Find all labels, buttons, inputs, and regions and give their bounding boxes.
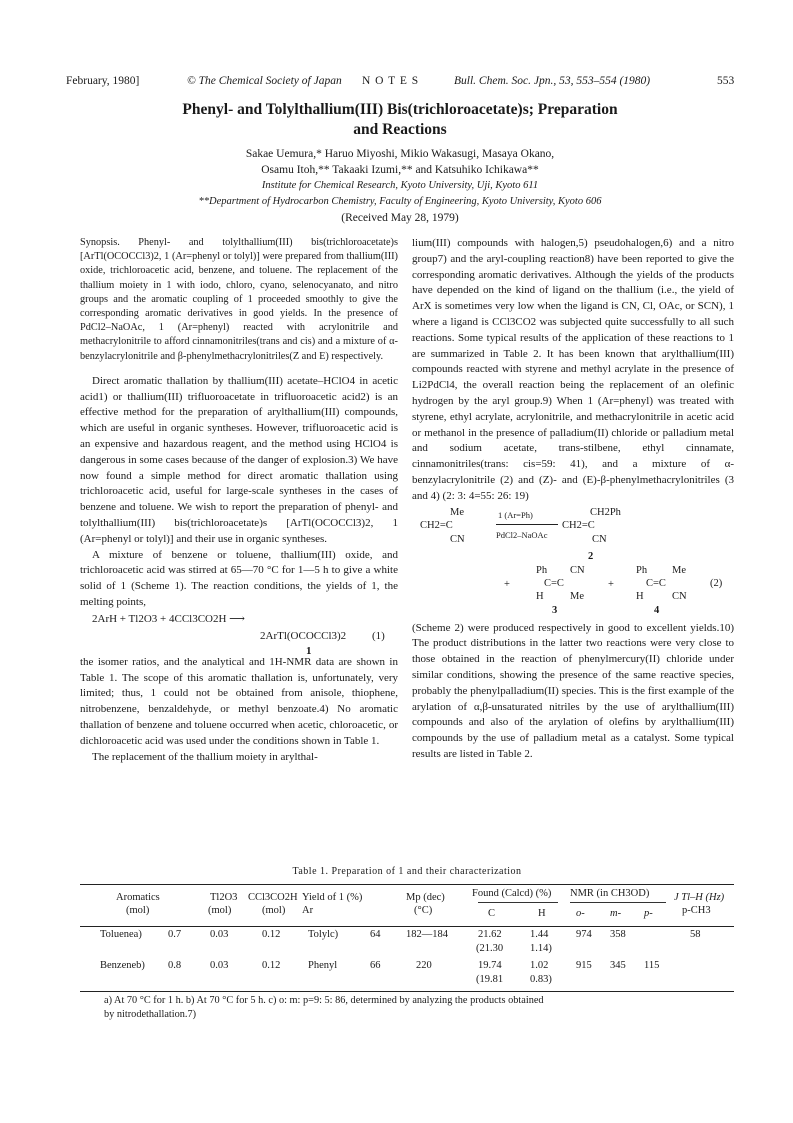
- table-row: [80, 960, 734, 990]
- th-j-pch3: p-CH3: [682, 905, 711, 916]
- equation-1-left: 2ArH + Tl2O3 + 4CCl3CO2H ⟶: [92, 612, 245, 625]
- received-date: (Received May 28, 1979): [341, 212, 459, 224]
- paragraph-results: the isomer ratios, and the analytical and 1H-NMR data are shown in Table 1. The scope of this aromatic thallation is, unfortunately, very limited; thus, 1 could not be obtained from anisole, thiophene, nitrobenzene, benzaldehyde, or methyl benzoate.4) No aromatic thallation of benzene and toluene occurred when acetic, chloroacetic, or dichloroacetic acid was used under the conditions shown in Table 1.: [80, 655, 398, 747]
- paragraph-intro: Direct aromatic thallation by thallium(III) acetate–HClO4 in acetic acid1) or thallium(III) trifluoroacetate in trifluoroacetic acid2) is an effective method for the preparation of arylthallium(III) compounds, which are useful in organic syntheses. However, trifluoroacetic acid is an expensive and hazardous reagent, and the method using HClO4 is dangerous in some cases because of the danger of explosion.3) We have now found a simple method for direct aromatic thallation using trichloroacetic acid, useful for large-scale syntheses in the cases of benzene and toluene. We wish to report the preparation of phenyl- and tolylthallium(III) bis(trichloroacetate)s [ArTl(OCOCCl3)2, 1 (Ar=phenyl or tolyl)] and their use in organic syntheses.: [80, 374, 398, 545]
- scheme-p3-top-right: CN: [570, 564, 585, 576]
- cell-tl2o3: 0.03: [210, 960, 229, 971]
- cell-c-found: 21.62: [478, 929, 502, 940]
- scheme-p4-top-left: Ph: [636, 564, 648, 576]
- cell-c-calcd: (21.30: [476, 943, 504, 954]
- cell-nmr-para: 115: [644, 960, 660, 971]
- scheme-reactant: CH2=C: [420, 519, 453, 531]
- table-header: [80, 888, 734, 926]
- scheme-arrow-top: 1 (Ar=Ph): [498, 509, 533, 520]
- cell-ar: Phenyl: [308, 960, 338, 971]
- cell-ar: Tolylc): [308, 929, 339, 940]
- th-ortho: o-: [576, 908, 585, 919]
- cell-mol: 0.7: [168, 929, 182, 940]
- affiliation-2: **Department of Hydrocarbon Chemistry, Faculty of Engineering, Kyoto University, Kyoto 606: [198, 196, 602, 207]
- th-ar: Ar: [302, 905, 314, 916]
- cell-aromatic: Benzeneb): [100, 960, 145, 971]
- left-column: [80, 236, 398, 765]
- header-date: February, 1980]: [66, 75, 140, 87]
- table-row: [80, 929, 734, 959]
- table-caption: Table 1. Preparation of 1 and their characterization: [292, 866, 522, 877]
- header-section: N O T E S: [362, 75, 420, 87]
- title-line-2: and Reactions: [353, 121, 447, 138]
- th-c: C: [488, 908, 496, 919]
- scheme-p4-bond: C=C: [646, 577, 666, 589]
- affiliation-1: Institute for Chemical Research, Kyoto University, Uji, Kyoto 611: [261, 180, 539, 191]
- th-tl2o3-unit: (mol): [208, 905, 232, 916]
- cell-mp: 220: [416, 960, 432, 971]
- scheme-label-2: 2: [588, 550, 594, 562]
- cell-nmr-meta: 358: [610, 929, 626, 940]
- cell-nmr-ortho: 915: [576, 960, 592, 971]
- header-page-number: 553: [717, 75, 735, 87]
- scheme-p4-top-right: Me: [672, 564, 686, 576]
- cell-acid: 0.12: [262, 960, 281, 971]
- th-acid: CCl3CO2H: [248, 892, 298, 903]
- cell-h-calcd: 1.14): [530, 943, 552, 954]
- scheme-reactant-bottom: CN: [450, 533, 465, 545]
- cell-j: 58: [690, 929, 701, 940]
- th-found: Found (Calcd) (%): [472, 888, 552, 899]
- equation-1: [80, 611, 398, 655]
- cell-tl2o3: 0.03: [210, 929, 229, 940]
- scheme-2-labels: [412, 604, 734, 621]
- scheme-plus-1: +: [504, 578, 510, 590]
- cell-h-found: 1.02: [530, 960, 549, 971]
- scheme-arrow: [496, 524, 558, 525]
- table-top-rule: [80, 884, 734, 885]
- header-copyright: © The Chemical Society of Japan: [187, 75, 342, 87]
- scheme-product-2-bottom: CN: [592, 533, 607, 545]
- scheme-product-2: CH2=C: [562, 519, 595, 531]
- th-yield: Yield of 1 (%): [302, 892, 363, 903]
- th-meta: m-: [610, 908, 622, 919]
- cell-c-calcd: (19.81: [476, 974, 504, 985]
- scheme-equation-number: (2): [710, 577, 723, 589]
- author-block: [80, 146, 720, 226]
- cell-nmr-ortho: 974: [576, 929, 592, 940]
- cell-nmr-meta: 345: [610, 960, 626, 971]
- th-mp: Mp (dec): [406, 892, 445, 903]
- cell-aromatic: Toluenea): [100, 929, 142, 940]
- scheme-p3-bond: C=C: [544, 577, 564, 589]
- title-line-1: Phenyl- and Tolylthallium(III) Bis(trichloroacetate)s; Preparation: [182, 101, 618, 118]
- th-nmr-brace: [570, 902, 666, 903]
- right-column: [412, 236, 734, 763]
- cell-h-found: 1.44: [530, 929, 549, 940]
- paragraph-replacement: The replacement of the thallium moiety in arylthal-: [92, 750, 318, 763]
- cell-mp: 182—184: [406, 929, 448, 940]
- paragraph-products: (Scheme 2) were produced respectively in good to excellent yields.10) The product distributions in the latter two reactions were very close to those obtained in the reaction of phenylmercury(II) chloride under similar conditions, showing the presence of the same reactive species, probably the phenylpalladium(II) species. This is the first example of the arylation of α,β-unsaturated nitriles by the use of arylthallium(III) compounds and also of the arylation of olefins by arylthallium(III) compounds by the use of palladium metal as a catalyst. Some typical results are listed in Table 2.: [412, 621, 734, 760]
- scheme-arrow-bottom: PdCl2–NaOAc: [496, 529, 548, 540]
- th-nmr: NMR (in CH3OD): [570, 888, 650, 899]
- scheme-p3-bottom-left: H: [536, 590, 544, 602]
- th-j: J Tl–H (Hz): [674, 892, 725, 903]
- cell-yield: 64: [370, 929, 381, 940]
- table-footnote-line-1: a) At 70 °C for 1 h. b) At 70 °C for 5 h. c) o: m: p=9: 5: 86, determined by analyzing the products obtained: [104, 995, 544, 1006]
- article-title: [80, 100, 720, 140]
- cell-c-found: 19.74: [478, 960, 502, 971]
- paragraph-method: A mixture of benzene or toluene, thallium(III) oxide, and trichloroacetic acid was stirred at 65—70 °C for 1—5 h to give a white solid of 1 (Scheme 1). The reaction conditions, the yields of 1, the melting points,: [80, 548, 398, 608]
- th-aromatics: Aromatics: [116, 892, 160, 903]
- table-bottom-rule: [80, 991, 734, 992]
- authors-line-2: Osamu Itoh,** Takaaki Izumi,** and Katsuhiko Ichikawa**: [261, 164, 539, 176]
- scheme-p3-top-left: Ph: [536, 564, 548, 576]
- cell-mol: 0.8: [168, 960, 182, 971]
- equation-1-label: 1: [306, 644, 312, 657]
- scheme-p4-bottom-left: H: [636, 590, 644, 602]
- cell-acid: 0.12: [262, 929, 281, 940]
- cell-h-calcd: 0.83): [530, 974, 552, 985]
- table-header-rule: [80, 926, 734, 927]
- table-footnote-line-2: by nitrodethallation.7): [104, 1009, 197, 1020]
- th-para: p-: [644, 908, 653, 919]
- synopsis: Synopsis. Phenyl- and tolylthallium(III) bis(trichloroacetate)s [ArTl(OCOCCl3)2, 1 (Ar=phenyl or tolyl)] were prepared from thallium(III) oxide, trichloroacetic acid, benzene, and toluene. The replacement of the thallium moiety in 1 with iodo, chloro, cyano, selenocyanato, and nitro groups and the aromatic coupling of 1 proceeded smoothly to give the corresponding aromatic derivatives in good yields. In the presence of PdCl2–NaOAc, 1 (Ar=phenyl) reacted with acrylonitrile and methacrylonitrile to afford cinnamonitriles(trans and cis) and a mixture of α-benzylacrylonitrile and β-phenylmethacrylonitriles(Z and E) respectively.: [80, 237, 398, 362]
- paragraph-continuation: lium(III) compounds with halogen,5) pseudohalogen,6) and a nitro group7) and the aryl-coupling reaction8) have been reported to give the corresponding aromatic derivatives. Although the yields of the products have depended on the kind of ligand on the thallium (i.e., the yield of ArX is sometimes very low when the ligand is CN, Cl, OAc, or SCN), 1 where a ligand is CCl3CO2 was subjected quite successfully to all such reactions. Some typical results of the application of these reactions to 1 are summarized in Table 2. It has been known that arylthallium(III) compounds reacted with styrene and methyl acrylate in the presence of Li2PdCl4, the overall reaction being the replacement of an olefinic hydrogen by the aryl group.9) When 1 (Ar=phenyl) was treated with styrene, ethyl acrylate, acrylonitrile, and methacrylonitrile in acetic acid or methanol in the presence of palladium(II) chloride or palladium metal and sodium acetate, trans-stilbene, ethyl cinnamate, cinnamonitriles(trans: cis=59: 41), and a mixture of α-benzylacrylonitrile (2) and (Z)- and (E)-β-phenylmethacrylonitriles (3 and 4) (2: 3: 4=55: 26: 19): [412, 237, 734, 502]
- equation-1-number: (1): [372, 629, 385, 642]
- authors-line-1: Sakae Uemura,* Haruo Miyoshi, Mikio Wakasugi, Masaya Okano,: [245, 148, 555, 160]
- scheme-reactant-top: Me: [450, 506, 464, 518]
- scheme-plus-2: +: [608, 578, 614, 590]
- scheme-label-4: 4: [654, 604, 660, 616]
- th-found-brace: [478, 902, 558, 903]
- equation-1-right: 2ArTl(OCOCCl3)2: [260, 629, 347, 642]
- scheme-2: [412, 505, 734, 607]
- th-mp-unit: (°C): [414, 905, 433, 916]
- cell-yield: 66: [370, 960, 381, 971]
- header-citation: Bull. Chem. Soc. Jpn., 53, 553–554 (1980): [454, 75, 651, 87]
- scheme-p3-bottom-right: Me: [570, 590, 584, 602]
- table-footnotes: [104, 994, 734, 1022]
- th-h: H: [538, 908, 546, 919]
- th-aromatics-unit: (mol): [126, 905, 150, 916]
- scheme-product-2-top: CH2Ph: [590, 506, 621, 518]
- th-acid-unit: (mol): [262, 905, 286, 916]
- scheme-p4-bottom-right: CN: [672, 590, 687, 602]
- scheme-label-3: 3: [552, 604, 558, 616]
- th-tl2o3: Tl2O3: [210, 892, 238, 903]
